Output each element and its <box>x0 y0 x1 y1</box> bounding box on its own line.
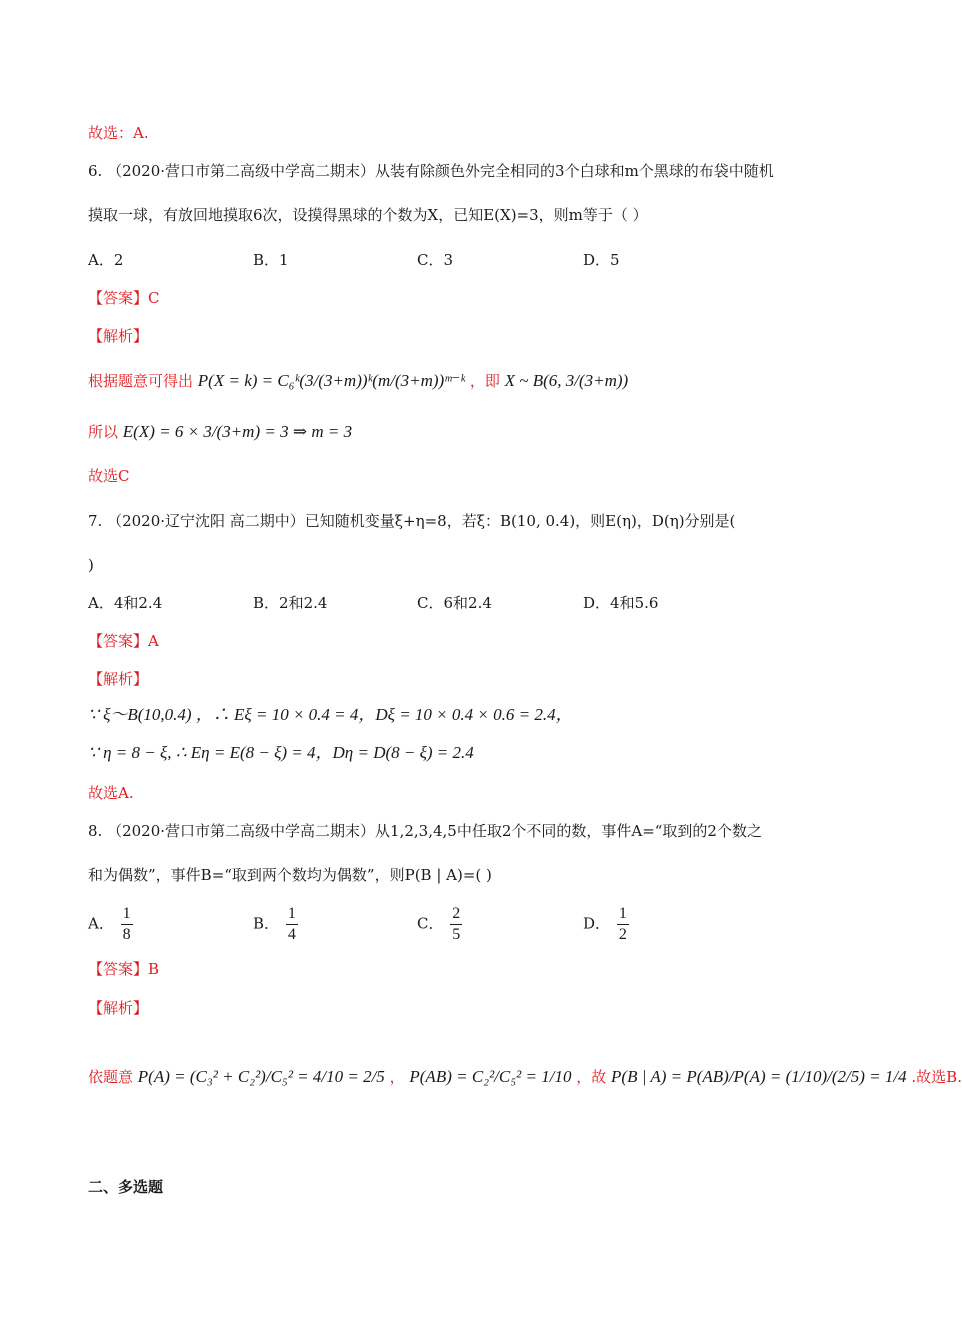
prev-conclusion: 故选：A. <box>88 124 149 142</box>
q6-work1-prefix: 根据题意可得出 <box>88 372 194 390</box>
q8-option-b-fraction <box>286 904 298 945</box>
q7-analysis-label: 【解析】 <box>88 670 149 688</box>
q6-work1-tail: X ~ B(6, 3/(3+m)) <box>504 371 629 390</box>
q8-work-prefix: 依题意 <box>88 1068 134 1086</box>
q8-work-mid: ， <box>389 1068 405 1086</box>
q6-stem-line1: 6. （2020·营口市第二高级中学高二期末）从装有除颜色外完全相同的3个白球和m个黑球的布袋中随机 <box>88 162 774 180</box>
q6-analysis-label: 【解析】 <box>88 327 149 345</box>
q7-stem-line1: 7. （2020·辽宁沈阳 高二期中）已知随机变量ξ+η=8，若ξ：B(10, 0.4)，则E(η)，D(η)分别是( <box>88 512 736 530</box>
q6-option-d: D．5 <box>583 251 620 269</box>
q8-option-a <box>88 904 135 945</box>
q8-answer: 【答案】B <box>88 960 160 978</box>
section-heading-multiple-choice: 二、多选题 <box>88 1178 164 1196</box>
q8-option-c-denominator: 5 <box>452 926 461 943</box>
q8-option-a-numerator: 1 <box>121 904 133 925</box>
q8-work <box>88 1066 962 1088</box>
q8-option-d-denominator: 2 <box>618 926 627 943</box>
q6-stem-line2: 摸取一球，有放回地摸取6次，设摸得黑球的个数为X，已知E(X)=3，则m等于（ ） <box>88 206 648 224</box>
q8-option-d-numerator: 1 <box>617 904 629 925</box>
q6-option-a: A．2 <box>88 251 124 269</box>
q6-work1-expr: P(X = k) = C₆ᵏ(3/(3+m))ᵏ(m/(3+m))ᵐ⁻ᵏ <box>197 371 466 390</box>
q8-option-d-fraction <box>617 904 629 945</box>
q8-option-c-label: C． <box>417 914 444 933</box>
q8-stem-line1: 8. （2020·营口市第二高级中学高二期末）从1,2,3,4,5中任取2个不同的数，事件A=“取到的2个数之 <box>88 822 762 840</box>
q7-conclusion: 故选A. <box>88 784 134 802</box>
q8-work-expr1: P(A) = (C₃² + C₂²)/C₅² = 4/10 = 2/5 <box>137 1067 385 1086</box>
q6-work1-mid: ，即 <box>469 372 500 390</box>
q7-answer: 【答案】A <box>88 632 159 650</box>
q8-option-c-fraction <box>450 904 462 945</box>
q7-option-c: C．6和2.4 <box>417 594 492 612</box>
q8-option-a-denominator: 8 <box>122 926 131 943</box>
q7-work1: ∵ ξ～B(10,0.4) ，∴ Eξ = 10 × 0.4 = 4，Dξ = 10 × 0.4 × 0.6 = 2.4， <box>88 705 573 724</box>
q8-option-b <box>253 904 300 945</box>
q8-stem-line2: 和为偶数”，事件B=“取到两个数均为偶数”，则P(B | A)=( ) <box>88 866 492 884</box>
q8-option-c <box>417 904 464 945</box>
q6-work2 <box>88 421 352 443</box>
q8-option-a-fraction <box>121 904 133 945</box>
q8-conclusion: .故选B. <box>911 1068 962 1086</box>
q7-stem-line2: ) <box>88 556 94 574</box>
q8-option-a-label: A． <box>88 914 114 933</box>
q8-option-c-numerator: 2 <box>450 904 462 925</box>
q8-analysis-label: 【解析】 <box>88 999 149 1017</box>
q8-work-expr3: P(B | A) = P(AB)/P(A) = (1/10)/(2/5) = 1/4 <box>611 1067 907 1086</box>
q6-option-c: C．3 <box>417 251 454 269</box>
q6-conclusion: 故选C <box>88 467 130 485</box>
q7-option-d: D．4和5.6 <box>583 594 659 612</box>
q6-answer: 【答案】C <box>88 289 160 307</box>
q8-option-d-label: D． <box>583 914 611 933</box>
q7-option-a: A．4和2.4 <box>88 594 163 612</box>
q7-option-b: B．2和2.4 <box>253 594 328 612</box>
q6-work1 <box>88 370 628 392</box>
q7-work2: ∵ η = 8 − ξ, ∴ Eη = E(8 − ξ) = 4，Dη = D(8 − ξ) = 2.4 <box>88 743 474 762</box>
q6-work2-prefix: 所以 <box>88 423 119 441</box>
q8-work-expr2: P(AB) = C₂²/C₅² = 1/10 <box>409 1067 572 1086</box>
q8-option-b-numerator: 1 <box>286 904 298 925</box>
q6-option-b: B．1 <box>253 251 289 269</box>
q6-work2-expr: E(X) = 6 × 3/(3+m) = 3 ⇒ m = 3 <box>122 422 353 441</box>
q8-option-b-denominator: 4 <box>287 926 296 943</box>
q8-option-d <box>583 904 631 945</box>
q8-option-b-label: B． <box>253 914 280 933</box>
q8-work-mid2: ，故 <box>576 1068 607 1086</box>
